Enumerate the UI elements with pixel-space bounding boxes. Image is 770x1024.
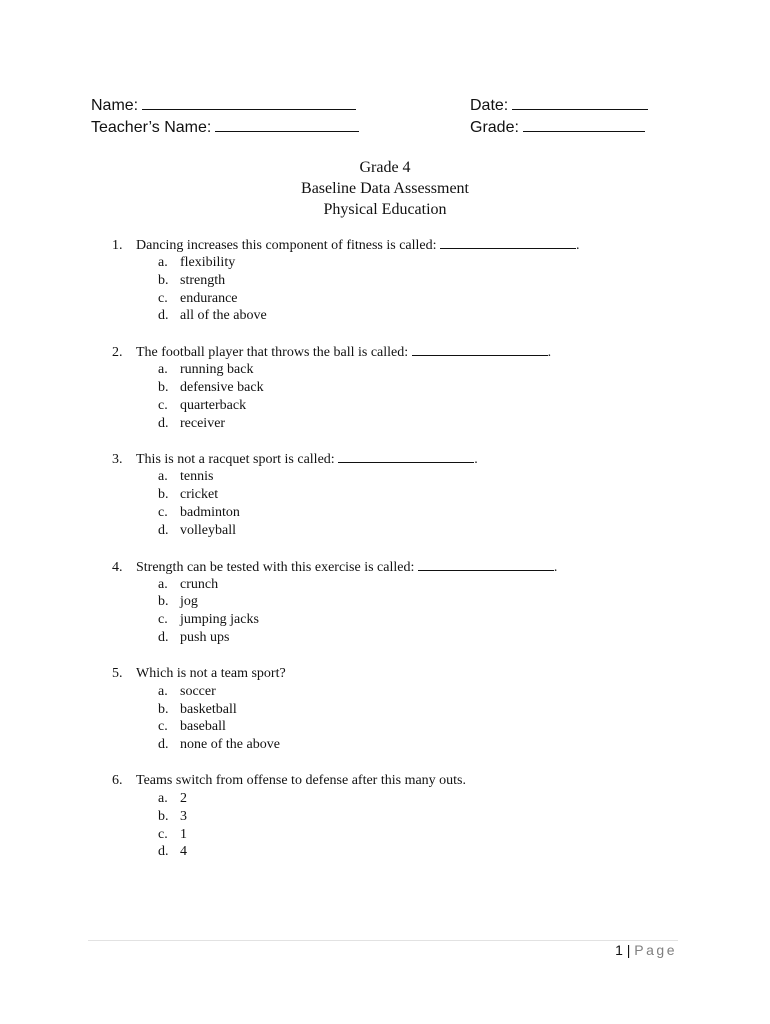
question-stem <box>112 665 580 683</box>
question-stem <box>112 343 580 361</box>
answer-option[interactable] <box>112 701 580 719</box>
option-letter: b. <box>158 701 169 717</box>
option-letter: d. <box>158 844 169 860</box>
option-text: none of the above <box>180 737 280 753</box>
option-text: running back <box>180 362 254 378</box>
question-number: 5. <box>112 665 123 681</box>
answer-option[interactable] <box>112 843 580 861</box>
question-number: 1. <box>112 238 123 253</box>
option-text: cricket <box>180 487 219 503</box>
name-blank[interactable] <box>142 95 356 110</box>
option-text: flexibility <box>180 255 236 270</box>
answer-option[interactable] <box>112 629 580 647</box>
question-4 <box>112 558 580 647</box>
answer-blank[interactable] <box>412 343 548 356</box>
option-text: 1 <box>180 826 187 842</box>
question-number: 4. <box>112 559 123 575</box>
option-text: receiver <box>180 415 226 431</box>
option-letter: c. <box>158 504 168 520</box>
answer-option[interactable] <box>112 683 580 701</box>
question-3 <box>112 450 580 539</box>
question-number: 2. <box>112 345 123 361</box>
option-text: 3 <box>180 808 187 824</box>
footer-divider <box>88 940 678 941</box>
answer-option[interactable] <box>112 504 580 522</box>
question-number: 6. <box>112 772 123 788</box>
question-text: Dancing increases this component of fitness is called: <box>136 238 441 253</box>
option-text: volleyball <box>180 522 236 538</box>
option-letter: c. <box>158 612 168 628</box>
answer-option[interactable] <box>112 415 580 433</box>
option-text: jog <box>180 594 198 610</box>
option-letter: a. <box>158 790 168 806</box>
option-letter: c. <box>158 290 168 306</box>
question-number: 3. <box>112 452 123 468</box>
grade-label: Grade: <box>470 119 519 136</box>
question-1 <box>112 236 580 325</box>
answer-option[interactable] <box>112 576 580 594</box>
question-stem <box>112 236 580 254</box>
option-letter: c. <box>158 719 168 735</box>
option-letter: a. <box>158 255 168 270</box>
page-separator: | <box>626 942 631 958</box>
answer-option[interactable] <box>112 736 580 754</box>
option-letter: b. <box>158 487 169 503</box>
option-letter: a. <box>158 469 168 485</box>
question-text: Teams switch from offense to defense after this many outs. <box>136 772 467 788</box>
answer-blank[interactable] <box>440 236 576 249</box>
option-text: push ups <box>180 629 230 645</box>
option-letter: b. <box>158 594 169 610</box>
question-text: Strength can be tested with this exercise is called: <box>136 559 418 575</box>
grade-blank[interactable] <box>523 117 645 132</box>
question-stem <box>112 558 580 576</box>
option-text: strength <box>180 272 226 288</box>
page-number: 1 <box>615 942 623 958</box>
option-letter: c. <box>158 397 168 413</box>
question-stem <box>112 450 580 468</box>
answer-option[interactable] <box>112 307 580 325</box>
question-2 <box>112 343 580 432</box>
answer-blank[interactable] <box>338 450 474 463</box>
answer-option[interactable] <box>112 379 580 397</box>
option-text: 4 <box>180 844 187 860</box>
answer-option[interactable] <box>112 468 580 486</box>
option-text: defensive back <box>180 379 264 395</box>
question-text: Which is not a team sport? <box>136 665 286 681</box>
answer-option[interactable] <box>112 522 580 540</box>
date-blank[interactable] <box>512 95 648 110</box>
answer-option[interactable] <box>112 290 580 308</box>
option-letter: a. <box>158 362 168 378</box>
question-text-end: . <box>547 345 552 361</box>
option-text: tennis <box>180 469 214 485</box>
page-footer <box>615 942 677 958</box>
option-letter: d. <box>158 737 169 753</box>
option-letter: b. <box>158 379 169 395</box>
answer-option[interactable] <box>112 486 580 504</box>
option-letter: d. <box>158 629 169 645</box>
option-letter: a. <box>158 683 168 699</box>
question-5 <box>112 665 580 754</box>
question-text: The football player that throws the ball is called: <box>136 345 412 361</box>
document-title-block <box>0 157 770 220</box>
question-text-end: . <box>474 452 478 468</box>
option-text: jumping jacks <box>180 612 259 628</box>
option-letter: b. <box>158 808 169 824</box>
date-label: Date: <box>470 97 509 114</box>
option-letter: a. <box>158 576 168 592</box>
teacher-name-blank[interactable] <box>215 117 359 132</box>
option-letter: b. <box>158 272 169 288</box>
question-6 <box>112 772 580 861</box>
teacher-name-label: Teacher’s Name: <box>91 119 212 136</box>
title-assessment: Baseline Data Assessment <box>301 180 469 197</box>
date-field <box>470 95 648 115</box>
option-letter: d. <box>158 308 169 324</box>
name-label: Name: <box>91 97 139 114</box>
question-text-end: . <box>553 559 558 575</box>
option-text: quarterback <box>180 397 247 413</box>
answer-option[interactable] <box>112 361 580 379</box>
option-text: soccer <box>180 683 216 699</box>
option-text: basketball <box>180 701 237 717</box>
option-letter: c. <box>158 826 168 842</box>
question-text: This is not a racquet sport is called: <box>136 452 339 468</box>
title-subject: Physical Education <box>323 201 447 218</box>
name-field <box>91 95 356 115</box>
option-text: 2 <box>180 790 187 806</box>
answer-option[interactable] <box>112 826 580 844</box>
option-text: crunch <box>180 576 219 592</box>
answer-option[interactable] <box>112 593 580 611</box>
answer-option[interactable] <box>112 397 580 415</box>
answer-option[interactable] <box>112 808 580 826</box>
page-word: Page <box>634 942 677 958</box>
title-grade: Grade 4 <box>359 159 411 176</box>
option-letter: d. <box>158 522 169 538</box>
answer-option[interactable] <box>112 272 580 290</box>
teacher-name-field <box>91 117 359 137</box>
answer-option[interactable] <box>112 611 580 629</box>
option-text: baseball <box>180 719 226 735</box>
question-stem <box>112 772 580 790</box>
question-list <box>112 236 580 879</box>
question-text-end: . <box>576 238 580 253</box>
answer-option[interactable] <box>112 718 580 736</box>
grade-field <box>470 117 645 137</box>
answer-option[interactable] <box>112 254 580 272</box>
option-text: all of the above <box>180 308 267 324</box>
option-text: badminton <box>180 504 240 520</box>
answer-blank[interactable] <box>418 558 554 571</box>
option-text: endurance <box>180 290 238 306</box>
answer-option[interactable] <box>112 790 580 808</box>
option-letter: d. <box>158 415 169 431</box>
